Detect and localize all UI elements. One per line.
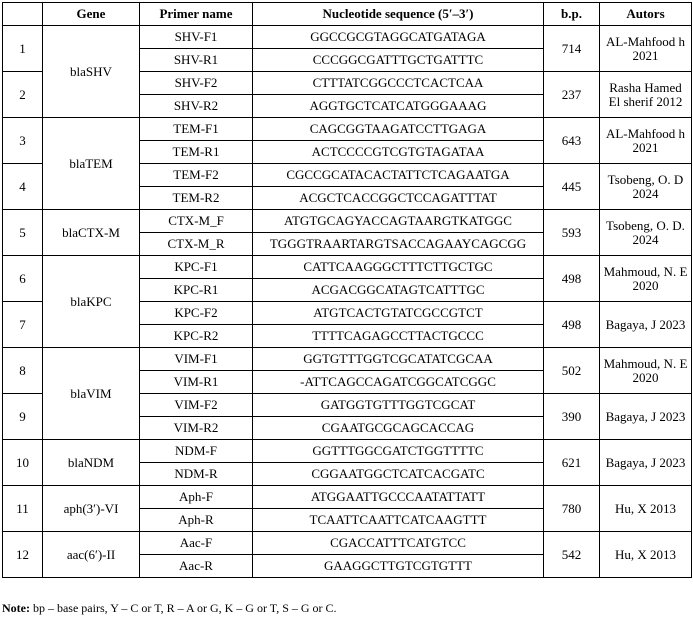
table-row xyxy=(3,26,692,49)
nucleotide-sequence: CGGAATGGCTCATCACGATC xyxy=(253,463,544,486)
author: Mahmoud, N. E 2020 xyxy=(600,348,692,394)
nucleotide-sequence: GGTGTTTGGTCGCATATCGCAA xyxy=(253,348,544,371)
nucleotide-sequence: GGTTTGGCGATCTGGTTTTC xyxy=(253,440,544,463)
nucleotide-sequence: CATTCAAGGGCTTTCTTGCTGC xyxy=(253,256,544,279)
gene-name: blaNDM xyxy=(43,440,140,486)
table-row xyxy=(3,440,692,463)
primer-name: VIM-R1 xyxy=(140,371,253,394)
author: Bagaya, J 2023 xyxy=(600,394,692,440)
base-pairs: 542 xyxy=(544,532,600,578)
table-row xyxy=(3,532,692,555)
row-number: 3 xyxy=(3,118,43,164)
header-number xyxy=(3,3,43,26)
base-pairs: 643 xyxy=(544,118,600,164)
primer-name: KPC-R1 xyxy=(140,279,253,302)
base-pairs: 445 xyxy=(544,164,600,210)
nucleotide-sequence: ATGGAATTGCCCAATATTATT xyxy=(253,486,544,509)
author: Bagaya, J 2023 xyxy=(600,440,692,486)
nucleotide-sequence: ACGACGGCATAGTCATTTGC xyxy=(253,279,544,302)
note-text: bp – base pairs, Y – C or T, R – A or G, K – G or T, S – G or C. xyxy=(29,601,337,615)
nucleotide-sequence: AGGTGCTCATCATGGGAAAG xyxy=(253,95,544,118)
base-pairs: 780 xyxy=(544,486,600,532)
primer-name: SHV-F2 xyxy=(140,72,253,95)
gene-name: blaSHV xyxy=(43,26,140,118)
note-label: Note: xyxy=(2,601,30,615)
gene-name: aac(6′)-II xyxy=(43,532,140,578)
primer-name: NDM-F xyxy=(140,440,253,463)
primer-name: SHV-F1 xyxy=(140,26,253,49)
header-primer-name: Primer name xyxy=(140,3,253,26)
header-authors: Autors xyxy=(600,3,692,26)
base-pairs: 237 xyxy=(544,72,600,118)
base-pairs: 498 xyxy=(544,302,600,348)
gene-name: blaVIM xyxy=(43,348,140,440)
row-number: 9 xyxy=(3,394,43,440)
author: Hu, X 2013 xyxy=(600,532,692,578)
row-number: 2 xyxy=(3,72,43,118)
nucleotide-sequence: CTTTATCGGCCCTCACTCAA xyxy=(253,72,544,95)
primer-name: Aac-F xyxy=(140,532,253,555)
table-note xyxy=(2,601,337,616)
nucleotide-sequence: GAAGGCTTGTCGTGTTT xyxy=(253,555,544,578)
primer-name: TEM-F1 xyxy=(140,118,253,141)
primer-name: Aph-F xyxy=(140,486,253,509)
base-pairs: 621 xyxy=(544,440,600,486)
row-number: 6 xyxy=(3,256,43,302)
primer-name: SHV-R1 xyxy=(140,49,253,72)
base-pairs: 502 xyxy=(544,348,600,394)
primer-name: VIM-R2 xyxy=(140,417,253,440)
nucleotide-sequence: ACTCCCCGTCGTGTAGATAA xyxy=(253,141,544,164)
nucleotide-sequence: ATGTGCAGYACCAGTAARGTKATGGC xyxy=(253,210,544,233)
primer-name: NDM-R xyxy=(140,463,253,486)
table-body xyxy=(3,26,692,578)
gene-name: blaCTX-M xyxy=(43,210,140,256)
author: AL-Mahfood h 2021 xyxy=(600,118,692,164)
nucleotide-sequence: CGACCATTTCATGTCC xyxy=(253,532,544,555)
nucleotide-sequence: CAGCGGTAAGATCCTTGAGA xyxy=(253,118,544,141)
row-number: 12 xyxy=(3,532,43,578)
row-number: 11 xyxy=(3,486,43,532)
row-number: 1 xyxy=(3,26,43,72)
base-pairs: 390 xyxy=(544,394,600,440)
base-pairs: 498 xyxy=(544,256,600,302)
nucleotide-sequence: TCAATTCAATTCATCAAGTTT xyxy=(253,509,544,532)
header-sequence: Nucleotide sequence (5′–3′) xyxy=(253,3,544,26)
primer-name: KPC-F2 xyxy=(140,302,253,325)
header-row xyxy=(3,3,692,26)
author: Bagaya, J 2023 xyxy=(600,302,692,348)
header-gene: Gene xyxy=(43,3,140,26)
primer-name: Aac-R xyxy=(140,555,253,578)
primer-name: KPC-R2 xyxy=(140,325,253,348)
row-number: 8 xyxy=(3,348,43,394)
primer-name: TEM-R1 xyxy=(140,141,253,164)
nucleotide-sequence: CCCGGCGATTTGCTGATTTC xyxy=(253,49,544,72)
nucleotide-sequence: CGCCGCATACACTATTCTCAGAATGA xyxy=(253,164,544,187)
base-pairs: 593 xyxy=(544,210,600,256)
nucleotide-sequence: CGAATGCGCAGCACCAG xyxy=(253,417,544,440)
table-row xyxy=(3,256,692,279)
author: Rasha Hamed El sherif 2012 xyxy=(600,72,692,118)
nucleotide-sequence: GGCCGCGTAGGCATGATAGA xyxy=(253,26,544,49)
primer-name: TEM-R2 xyxy=(140,187,253,210)
primer-name: VIM-F2 xyxy=(140,394,253,417)
primer-name: KPC-F1 xyxy=(140,256,253,279)
primer-name: Aph-R xyxy=(140,509,253,532)
author: Tsobeng, O. D. 2024 xyxy=(600,210,692,256)
nucleotide-sequence: -ATTCAGCCAGATCGGCATCGGC xyxy=(253,371,544,394)
table-row xyxy=(3,486,692,509)
nucleotide-sequence: ACGCTCACCGGCTCCAGATTTAT xyxy=(253,187,544,210)
primer-name: VIM-F1 xyxy=(140,348,253,371)
nucleotide-sequence: TTTTCAGAGCCTTACTGCCC xyxy=(253,325,544,348)
base-pairs: 714 xyxy=(544,26,600,72)
row-number: 7 xyxy=(3,302,43,348)
table-row xyxy=(3,348,692,371)
nucleotide-sequence: TGGGTRAARTARGTSACCAGAAYCAGCGG xyxy=(253,233,544,256)
nucleotide-sequence: GATGGTGTTTGGTCGCAT xyxy=(253,394,544,417)
author: AL-Mahfood h 2021 xyxy=(600,26,692,72)
gene-name: blaTEM xyxy=(43,118,140,210)
author: Tsobeng, O. D 2024 xyxy=(600,164,692,210)
row-number: 10 xyxy=(3,440,43,486)
gene-name: blaKPC xyxy=(43,256,140,348)
table-row xyxy=(3,118,692,141)
author: Mahmoud, N. E 2020 xyxy=(600,256,692,302)
primer-table xyxy=(2,2,692,578)
primer-name: TEM-F2 xyxy=(140,164,253,187)
primer-name: CTX-M_R xyxy=(140,233,253,256)
primer-name: CTX-M_F xyxy=(140,210,253,233)
gene-name: aph(3′)-VI xyxy=(43,486,140,532)
row-number: 5 xyxy=(3,210,43,256)
table-row xyxy=(3,210,692,233)
header-bp: b.p. xyxy=(544,3,600,26)
primer-name: SHV-R2 xyxy=(140,95,253,118)
nucleotide-sequence: ATGTCACTGTATCGCCGTCT xyxy=(253,302,544,325)
row-number: 4 xyxy=(3,164,43,210)
author: Hu, X 2013 xyxy=(600,486,692,532)
